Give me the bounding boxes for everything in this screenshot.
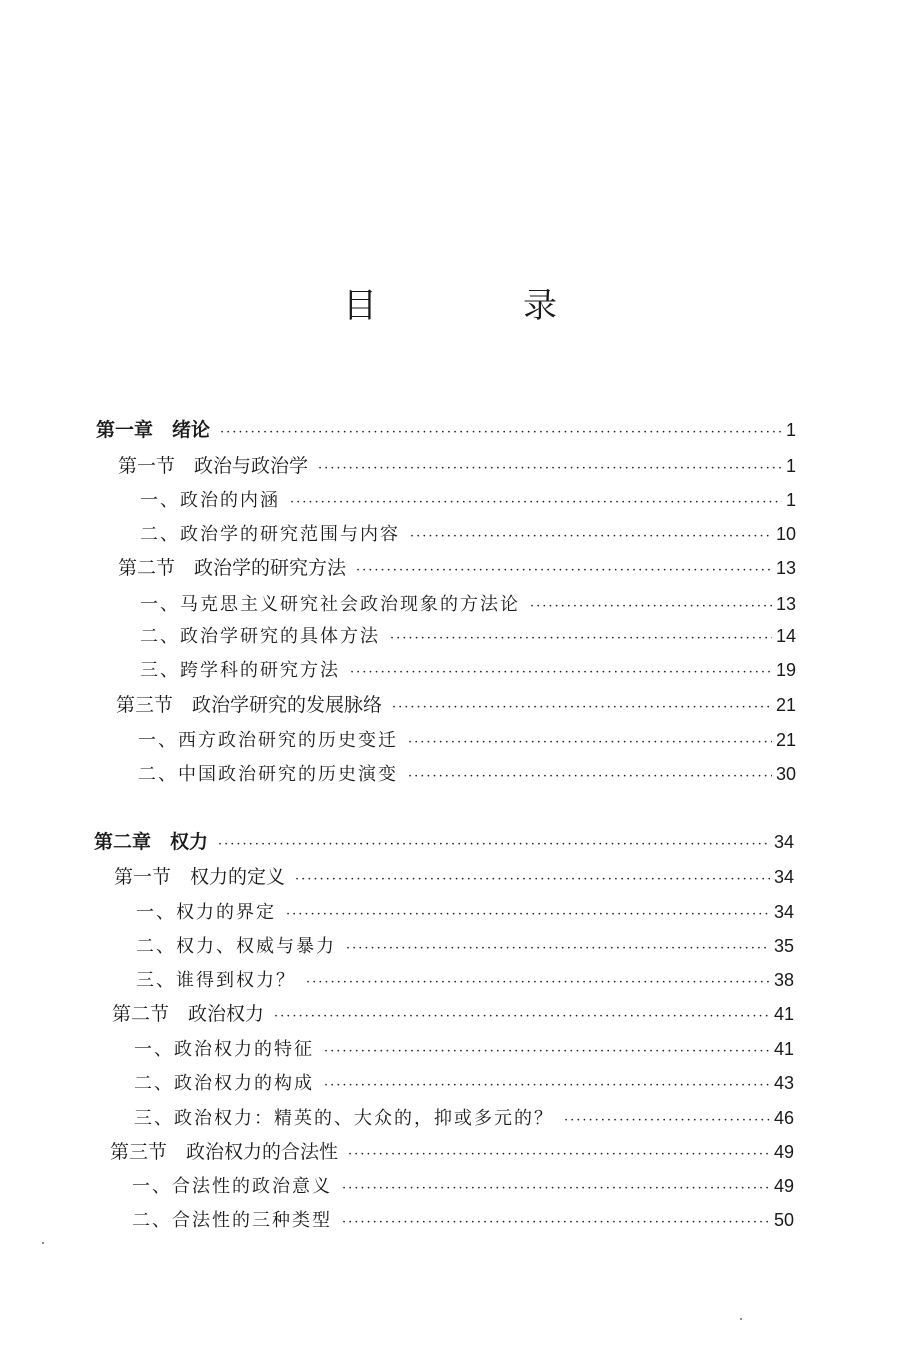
entry-page: 35 — [773, 936, 794, 956]
dot-leader — [218, 829, 770, 861]
entry-label: 二、政治学的研究范围与内容 — [140, 524, 400, 545]
entry-label: 第一节 政治与政治学 — [118, 455, 309, 477]
dot-leader — [392, 692, 772, 724]
toc-chapter — [94, 826, 794, 858]
entry-page: 1 — [785, 420, 796, 440]
toc-item — [136, 930, 794, 962]
toc-item — [140, 588, 796, 620]
entry-page: 49 — [773, 1176, 794, 1196]
entry-page: 46 — [773, 1108, 794, 1128]
toc-section — [116, 689, 796, 721]
entry-page: 41 — [773, 1004, 794, 1024]
entry-label: 一、合法性的政治意义 — [132, 1176, 332, 1197]
entry-page: 30 — [775, 764, 796, 784]
entry-label: 三、政治权力：精英的、大众的，抑或多元的？ — [134, 1108, 554, 1129]
entry-label: 第二节 政治学的研究方法 — [118, 557, 347, 579]
entry-label: 二、权力、权威与暴力 — [136, 936, 336, 957]
dot-leader — [408, 761, 772, 793]
entry-page: 34 — [773, 867, 794, 887]
entry-page: 21 — [775, 695, 796, 715]
toc-item — [132, 1204, 794, 1236]
entry-page: 43 — [773, 1073, 794, 1093]
entry-page: 41 — [773, 1039, 794, 1059]
entry-page: 13 — [775, 594, 796, 614]
page-title: 目 录 — [343, 286, 613, 326]
entry-page: 49 — [773, 1142, 794, 1162]
dot-leader — [306, 967, 770, 999]
entry-page: 21 — [775, 730, 796, 750]
dot-leader — [342, 1173, 770, 1205]
dot-leader — [346, 933, 770, 965]
entry-page: 10 — [775, 524, 796, 544]
entry-label: 一、政治权力的特征 — [134, 1039, 314, 1060]
entry-label: 第三节 政治权力的合法性 — [110, 1141, 339, 1163]
toc-chapter — [96, 414, 796, 446]
toc-item — [132, 1170, 794, 1202]
entry-page: 1 — [785, 456, 796, 476]
entry-page: 38 — [773, 970, 794, 990]
toc-item — [138, 724, 796, 756]
scan-speck — [740, 1318, 742, 1320]
entry-label: 第一节 权力的定义 — [114, 866, 286, 888]
dot-leader — [318, 453, 782, 485]
toc-item — [136, 896, 794, 928]
toc-item — [138, 758, 796, 790]
entry-label: 一、马克思主义研究社会政治现象的方法论 — [140, 594, 520, 615]
dot-leader — [220, 417, 782, 449]
toc-item — [140, 484, 796, 516]
dot-leader — [342, 1207, 770, 1239]
entry-page: 50 — [773, 1210, 794, 1230]
entry-page: 1 — [785, 490, 796, 510]
toc-section — [118, 552, 796, 584]
toc-item — [140, 654, 796, 686]
dot-leader — [290, 487, 782, 519]
entry-page: 19 — [775, 660, 796, 680]
entry-page: 34 — [773, 902, 794, 922]
toc-item — [136, 964, 794, 996]
dot-leader — [324, 1070, 770, 1102]
dot-leader — [356, 555, 772, 587]
entry-label: 二、政治学研究的具体方法 — [140, 626, 380, 647]
scan-speck — [42, 1242, 44, 1244]
entry-label: 第二章 权力 — [94, 831, 209, 853]
dot-leader — [324, 1036, 770, 1068]
dot-leader — [274, 1001, 770, 1033]
entry-label: 二、合法性的三种类型 — [132, 1210, 332, 1231]
toc-item — [134, 1102, 794, 1134]
dot-leader — [564, 1105, 770, 1137]
entry-page: 34 — [773, 832, 794, 852]
entry-label: 二、政治权力的构成 — [134, 1073, 314, 1094]
dot-leader — [530, 591, 772, 623]
dot-leader — [286, 899, 770, 931]
toc-section — [112, 998, 794, 1030]
entry-label: 第二节 政治权力 — [112, 1003, 265, 1025]
toc-section — [110, 1136, 794, 1168]
dot-leader — [295, 864, 770, 896]
entry-page: 13 — [775, 558, 796, 578]
entry-label: 一、西方政治研究的历史变迁 — [138, 730, 398, 751]
entry-label: 三、谁得到权力？ — [136, 970, 296, 991]
toc-item — [134, 1067, 794, 1099]
entry-label: 三、跨学科的研究方法 — [140, 660, 340, 681]
entry-label: 一、权力的界定 — [136, 902, 276, 923]
entry-label: 二、中国政治研究的历史演变 — [138, 764, 398, 785]
dot-leader — [410, 521, 772, 553]
entry-label: 第一章 绪论 — [96, 419, 211, 441]
dot-leader — [408, 727, 772, 759]
toc-item — [140, 518, 796, 550]
entry-label: 一、政治的内涵 — [140, 490, 280, 511]
toc-section — [118, 450, 796, 482]
toc-section — [114, 861, 794, 893]
entry-label: 第三节 政治学研究的发展脉络 — [116, 694, 383, 716]
toc-item — [140, 620, 796, 652]
entry-page: 14 — [775, 626, 796, 646]
dot-leader — [348, 1139, 770, 1171]
dot-leader — [350, 657, 772, 689]
toc-item — [134, 1033, 794, 1065]
dot-leader — [390, 623, 772, 655]
